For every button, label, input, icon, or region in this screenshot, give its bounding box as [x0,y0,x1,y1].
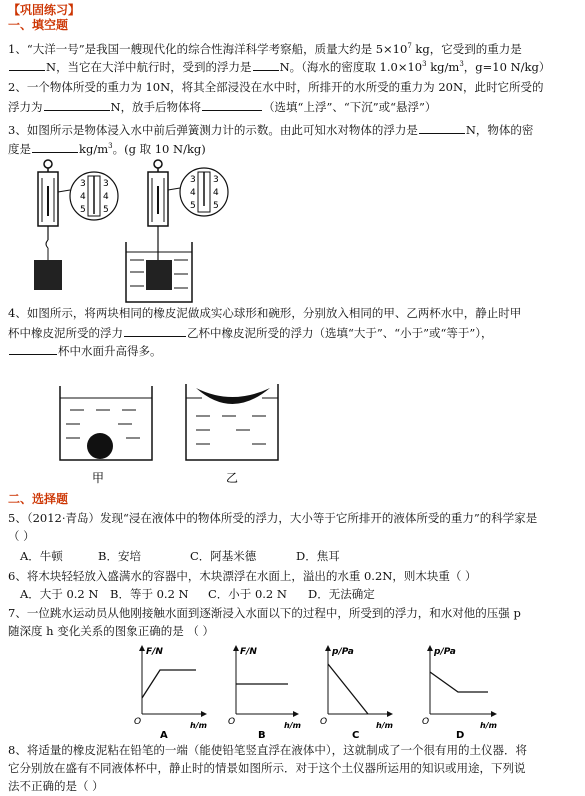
svg-text:h/m: h/m [480,721,497,730]
q1-text-f: ，g=10 N/kg） [463,59,551,74]
clay-ball [87,433,113,459]
question-3-line-1 [8,121,533,138]
question-6-line-1: 6、将木块轻轻放入盛满水的容器中，木块漂浮在水面上，溢出的水重 0.2N，则木块重（ ） [8,569,477,583]
question-5-line-2: （ ） [8,529,35,543]
q6-option-d[interactable]: D．无法确定 [308,587,375,601]
q4-text-a: 杯中橡皮泥所受的浮力 [8,326,123,340]
cup-jia [60,386,152,485]
q3-text-b: N，物体的密 [465,123,534,137]
q2-blank-2[interactable] [202,98,262,111]
q3-text-a: 3、如图所示是物体浸入水中前后弹簧测力计的示数。由此可知水对物体的浮力是 [8,123,418,137]
svg-text:p/Pa: p/Pa [434,647,456,657]
q1-text-b: kg，它受到的重力是 [411,41,522,56]
q2-text-a: 浮力为 [8,100,43,114]
spring-scale-in-water [126,160,228,302]
svg-text:O: O [134,717,142,727]
clay-cups-figure [56,376,286,486]
question-8-line-3: 法不正确的是（ ） [8,779,104,793]
q2-text-c: （选填“上浮”、“下沉”或“悬浮”） [263,100,437,114]
section-title: 【巩固练习】 [8,3,81,17]
q5-option-c[interactable]: C．阿基米德 [190,549,257,563]
question-5-line-1: 5、（2012·青岛）发现“浸在液体中的物体所受的浮力，大小等于它所排开的液体所受的重力”的科学家是 [8,511,538,525]
question-8-line-2: 它分别放在盛有不同液体杯中，静止时的情景如图所示．对于这个土仪器所运用的知识或用途，下列说 [8,761,526,775]
q4-text-b: 乙杯中橡皮泥所受的浮力（选填“大于”、“小于”或“等于”）， [187,326,493,340]
svg-text:F/N: F/N [146,647,163,657]
svg-text:3: 3 [80,179,86,189]
section-fill-blank-heading: 一、填空题 [8,18,69,32]
svg-text:3: 3 [213,175,219,185]
svg-text:4: 4 [103,192,109,202]
q5-option-b[interactable]: B．安培 [98,549,141,563]
svg-text:h/m: h/m [190,721,207,730]
svg-text:5: 5 [190,201,196,211]
graph-c-curve [328,664,368,714]
question-2-line-1: 2、一个物体所受的重力为 10N，将其全部浸没在水中时，所排开的水所受的重力为 20N，此时它所受的 [8,80,544,94]
q6-option-b[interactable]: B．等于 0.2 N [110,587,189,601]
question-5-options [20,549,340,564]
question-8-line-1: 8、将适量的橡皮泥粘在铅笔的一端（能使铅笔竖直浮在液体中），这就制成了一个很有用的土仪器．将 [8,743,528,757]
svg-text:A: A [160,730,168,738]
svg-text:B: B [258,730,266,738]
q1-text-d: N。（海水的密度取 1.0×10 [279,59,423,74]
question-2-line-2 [8,98,436,115]
svg-text:D: D [456,730,465,738]
q6-option-a[interactable]: A．大于 0.2 N [20,587,99,601]
question-6-options [20,587,375,602]
svg-text:5: 5 [80,205,86,215]
svg-text:h/m: h/m [376,721,393,730]
q2-text-b: N，放手后物体将 [110,100,202,114]
question-3-line-2: 度是 $kg/m^3$。(g 取 10 N/kg) [8,141,206,156]
graph-a-curve [142,670,196,698]
graph-d[interactable] [422,647,497,738]
q4-text-c: 杯中水面升高得多。 [58,344,162,358]
svg-text:h/m: h/m [284,721,301,730]
clay-bowl [196,388,270,404]
q7-graphs [120,642,576,738]
graph-a[interactable] [134,647,207,738]
section-choice-heading: 二、选择题 [8,492,69,506]
svg-text:p/Pa: p/Pa [332,647,354,657]
svg-text:O: O [228,717,236,727]
q5-option-d[interactable]: D．焦耳 [296,549,340,563]
q3-blank-2[interactable] [32,140,78,153]
q3-text-e: 。(g 取 10 N/kg) [112,141,206,156]
label-yi: 乙 [226,471,239,485]
svg-text:5: 5 [213,201,219,211]
q6-option-c[interactable]: C．小于 0.2 N [208,587,287,601]
question-1-line-2: N，当它在大洋中航行时，受到的浮力是 N。（海水的密度取 $1.0\times 10^3$ $kg/m^3$，g=10 N/kg） [8,57,550,75]
svg-text:O: O [320,717,328,727]
q4-blank-2[interactable] [9,342,57,355]
svg-text:F/N: F/N [240,647,257,657]
svg-text:C: C [352,730,360,738]
q5-option-a[interactable]: A．牛顿 [20,549,63,563]
spring-scale-in-air [34,160,118,290]
q1-blank-1[interactable] [9,58,45,71]
spring-scale-figure [20,156,260,306]
graph-d-curve [430,672,488,692]
question-7-line-2: 随深度 h 变化关系的图象正确的是 （ ） [8,624,215,638]
svg-text:5: 5 [103,205,109,215]
q3-text-d: kg/m [79,141,109,156]
svg-text:4: 4 [80,192,86,202]
question-7-line-1: 7、一位跳水运动员从他刚接触水面到逐渐浸入水面以下的过程中，所受到的浮力，和水对他的压强 p [8,606,521,620]
svg-text:O: O [422,717,430,727]
cup-yi [186,384,278,485]
q2-blank-1[interactable] [44,98,110,111]
svg-text:3: 3 [190,175,196,185]
graph-b[interactable] [228,647,301,738]
svg-text:4: 4 [213,188,219,198]
svg-text:3: 3 [103,179,109,189]
question-4-line-2 [8,324,493,341]
q3-text-c: 度是 [8,141,31,156]
q1-blank-2[interactable] [253,58,279,71]
q1-text-c: N，当它在大洋中航行时，受到的浮力是 [46,59,252,74]
svg-text:4: 4 [190,188,196,198]
question-4-line-3 [8,342,162,359]
q1-text-e: kg/m [426,59,460,74]
question-1-line-1: 1、“大洋一号”是我国一艘现代化的综合性海洋科学考察船，质量大约是 $5\times 10^7$ kg，它受到的重力是 [8,41,522,56]
q4-blank-1[interactable] [124,324,186,337]
graph-c[interactable] [320,647,393,738]
q3-blank-1[interactable] [419,121,465,134]
q1-text-a: 1、“大洋一号”是我国一艘现代化的综合性海洋科学考察船，质量大约是 5×10 [8,41,408,56]
question-4-line-1: 4、如图所示，将两块相同的橡皮泥做成实心球形和碗形，分别放入相同的甲、乙两杯水中，静止时甲 [8,306,522,320]
label-jia: 甲 [92,471,105,485]
